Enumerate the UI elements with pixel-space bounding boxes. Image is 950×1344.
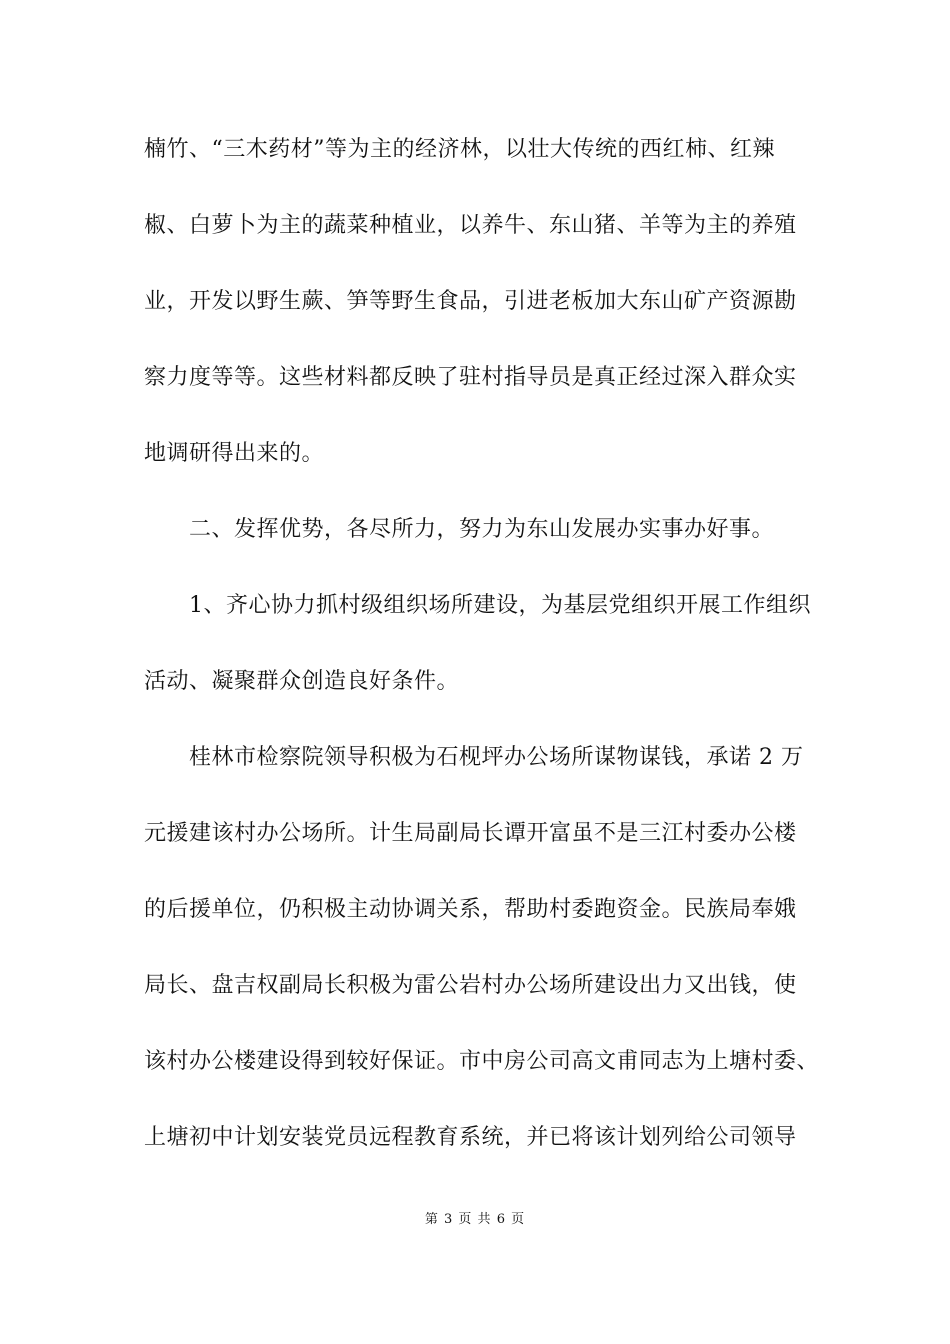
- paragraph-start-line: 桂林市检察院领导积极为石枧坪办公场所谋物谋钱，承诺 2 万: [189, 745, 804, 770]
- text-line: 局长、盘吉权副局长积极为雷公岩村办公场所建设出力又出钱，使: [144, 973, 797, 998]
- page-number: 第 3 页 共 6 页: [424, 1212, 526, 1227]
- subsection-heading: 1、齐心协力抓村级组织场所建设，为基层党组织开展工作组织: [189, 593, 811, 618]
- text-line: 活动、凝聚群众创造良好条件。: [144, 669, 460, 694]
- text-line: 地调研得出来的。: [144, 441, 325, 466]
- text-line: 的后援单位，仍积极主动协调关系，帮助村委跑资金。民族局奉娥: [144, 897, 797, 922]
- text-line: 椒、白萝卜为主的蔬菜种植业，以养牛、东山猪、羊等为主的养殖: [144, 213, 797, 238]
- section-heading: 二、发挥优势，各尽所力，努力为东山发展办实事办好事。: [189, 517, 775, 542]
- text-line: 业，开发以野生蕨、笋等野生食品，引进老板加大东山矿产资源勘: [144, 289, 797, 314]
- text-line: 上塘初中计划安装党员远程教育系统，并已将该计划列给公司领导: [144, 1125, 797, 1150]
- text-line: 元援建该村办公场所。计生局副局长谭开富虽不是三江村委办公楼: [144, 821, 797, 846]
- text-line: 该村办公楼建设得到较好保证。市中房公司高文甫同志为上塘村委、: [144, 1049, 820, 1074]
- text-line: 察力度等等。这些材料都反映了驻村指导员是真正经过深入群众实: [144, 365, 797, 390]
- text-line: 楠竹、“三木药材”等为主的经济林，以壮大传统的西红柿、红辣: [144, 137, 775, 162]
